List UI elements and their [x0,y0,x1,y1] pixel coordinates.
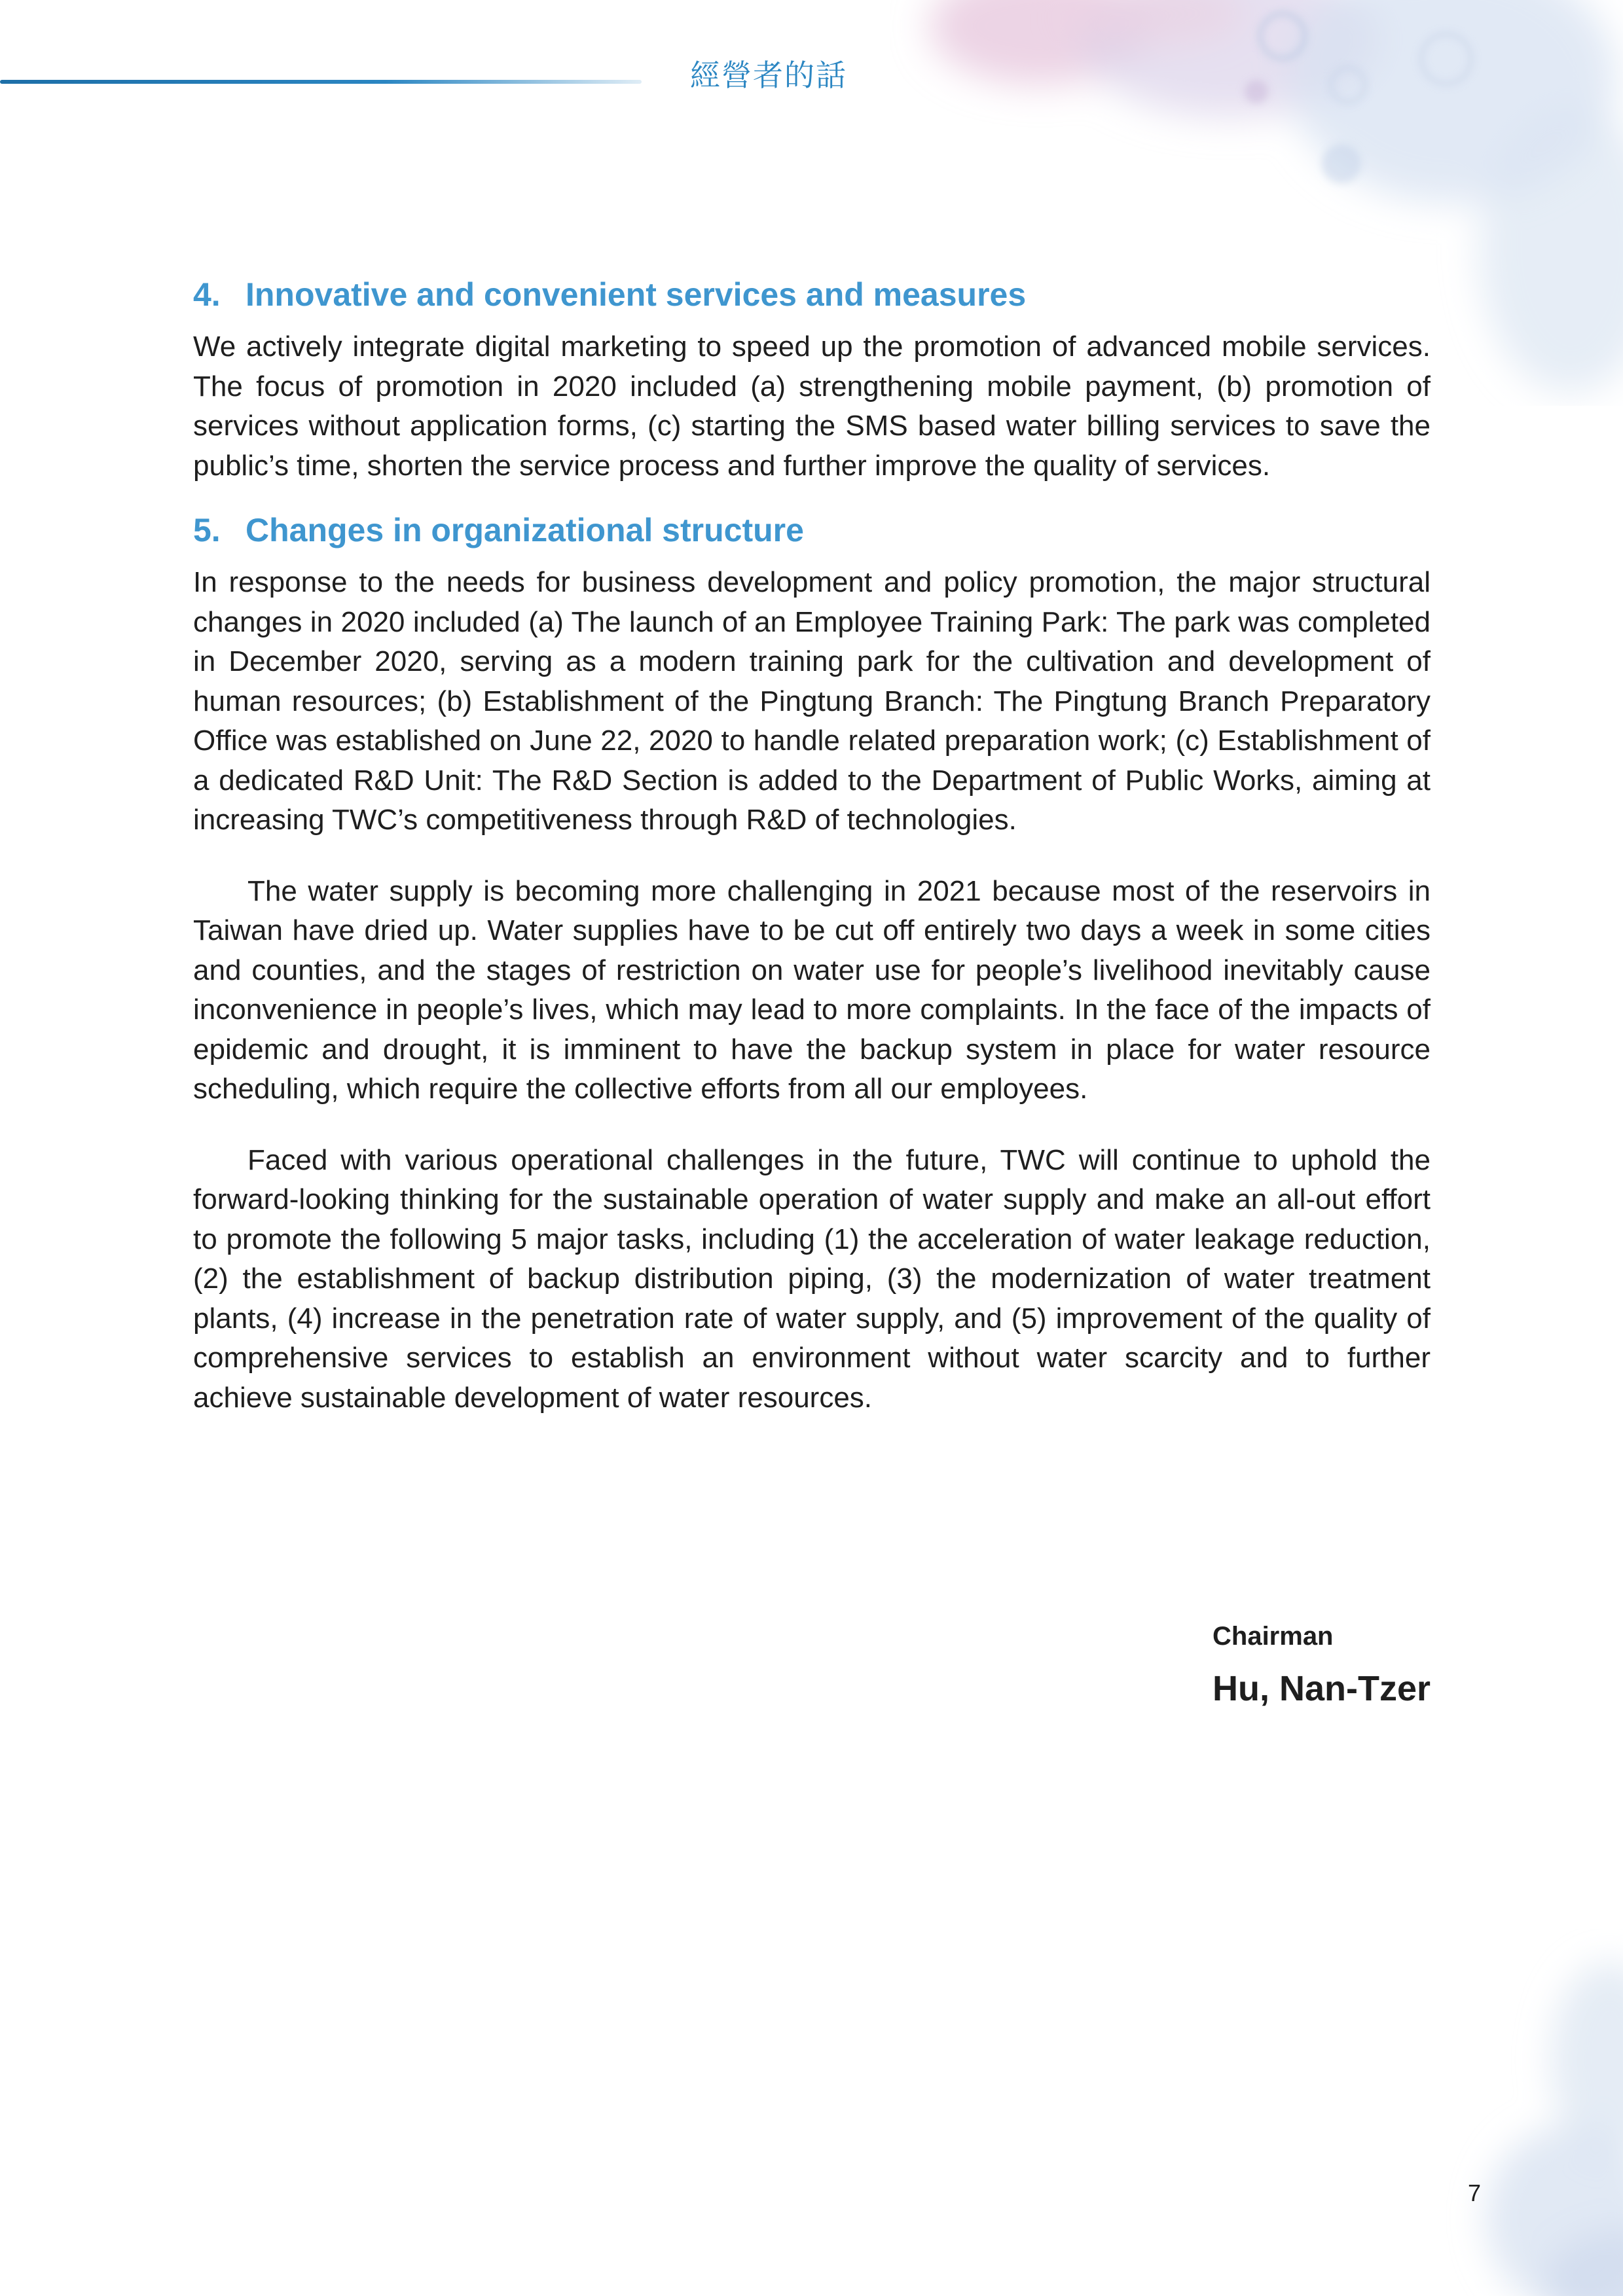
section-title: Innovative and convenient services and measures [246,276,1027,313]
section-5 [193,511,1431,840]
running-header-title: 經營者的話 [690,58,847,93]
page-number: 7 [1468,2179,1482,2206]
signatory-title: Chairman [1213,1622,1334,1651]
section-title: Changes in organizational structure [246,512,804,548]
body-paragraph: Faced with various operational challenges in the future, TWC will continue to uphold the forward-looking thinking for the sustainable operation of water supply and make an all-out effort to promote the following 5 major tasks, including (1) the acceleration of water leakage reduction, (2) the establishment of backup distribution piping, (3) the modernization of water treatment plants, (4) increase in the penetration rate of water supply, and (5) improvement of the quality of comprehensive services to establish an environment without water scarcity and to further achieve sustainable development of water resources. [193,1143,1431,1414]
section-number: 4. [193,276,221,313]
main-content [193,275,1431,1418]
section-number: 5. [193,512,221,548]
section-4 [193,275,1431,486]
section-heading [193,511,1431,550]
watercolor-decoration-bottom [1413,1929,1623,2296]
signatory-name: Hu, Nan-Tzer [1213,1669,1431,1708]
header-rule [0,80,642,84]
signature-block [1213,1622,1431,1709]
section-body: We actively integrate digital marketing to speed up the promotion of advanced mobile services. The focus of promotion in 2020 included (a) strengthening mobile payment, (b) promotion of services without application forms, (c) starting the SMS based water billing services to save the public’s time, shorten the service process and further improve the quality of services. [193,331,1431,482]
body-paragraph: The water supply is becoming more challenging in 2021 because most of the reservoirs in Taiwan have dried up. Water supplies have to be cut off entirely two days a week in some cities and counties, and the stages of restriction on water use for people’s livelihood inevitably cause inconvenience in people’s lives, which may lead to more complaints. In the face of the impacts of epidemic and drought, it is imminent to have the backup system in place for water resource scheduling, which require the collective efforts from all our employees. [193,874,1431,1105]
section-body: In response to the needs for business development and policy promotion, the major structural changes in 2020 included (a) The launch of an Employee Training Park: The park was completed in December 2020, serving as a modern training park for the cultivation and development of human resources; (b) Establishment of the Pingtung Branch: The Pingtung Branch Preparatory Office was established on June 22, 2020 to handle related preparation work; (c) Establishment of a dedicated R&D Unit: The R&D Section is added to the Department of Public Works, aiming at increasing TWC’s competitiveness through R&D of technologies. [193,566,1431,836]
section-heading [193,275,1431,314]
